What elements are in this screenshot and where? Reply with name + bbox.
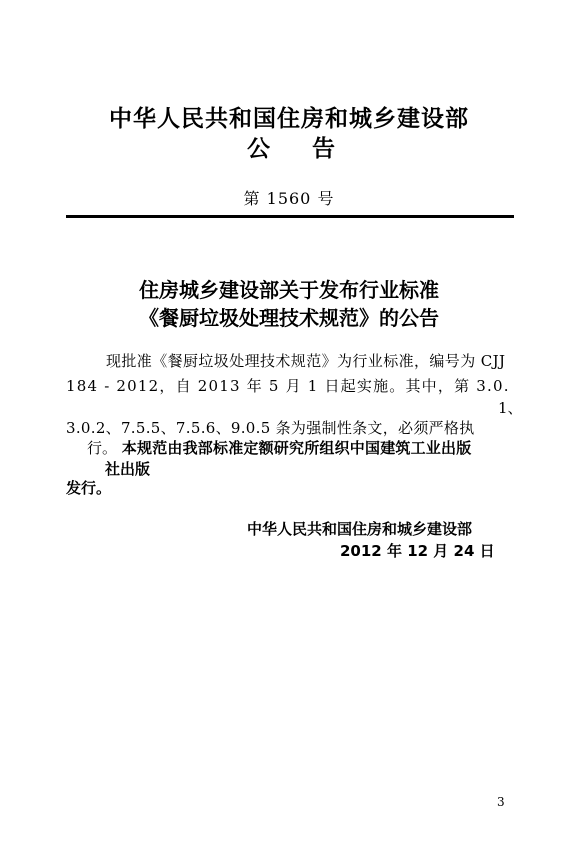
body-text-normal: 行。 [87,439,118,457]
body-text-line: 社出版 [105,460,151,478]
signature-organization: 中华人民共和国住房和城乡建设部 [247,520,473,538]
announcement-title-line-2: 《餐厨垃圾处理技术规范》的公告 [139,306,439,330]
document-type-heading: 公告 [247,136,377,162]
issuer-heading: 中华人民共和国住房和城乡建设部 [109,106,469,132]
document-number: 第 1560 号 [243,189,335,208]
body-text-line: 1、 [498,399,523,417]
page-number: 3 [497,795,505,809]
body-text-line: 3.0.2、7.5.5、7.5.6、9.0.5 条为强制性条文，必须严格执 [66,419,475,437]
body-text-bold: 本规范由我部标准定额研究所组织中国建筑工业出版 [121,439,472,457]
body-text-line: 184 - 2012，自 2013 年 5 月 1 日起实施。其中，第 3.0. [66,377,510,395]
body-text-line: 现批准《餐厨垃圾处理技术规范》为行业标准，编号为 CJJ [106,352,506,370]
header-divider [66,215,514,218]
body-text-line [87,437,471,458]
signature-date: 2012 年 12 月 24 日 [340,542,495,560]
announcement-title-line-1: 住房城乡建设部关于发布行业标准 [139,278,439,302]
body-text-line: 发行。 [66,479,112,497]
